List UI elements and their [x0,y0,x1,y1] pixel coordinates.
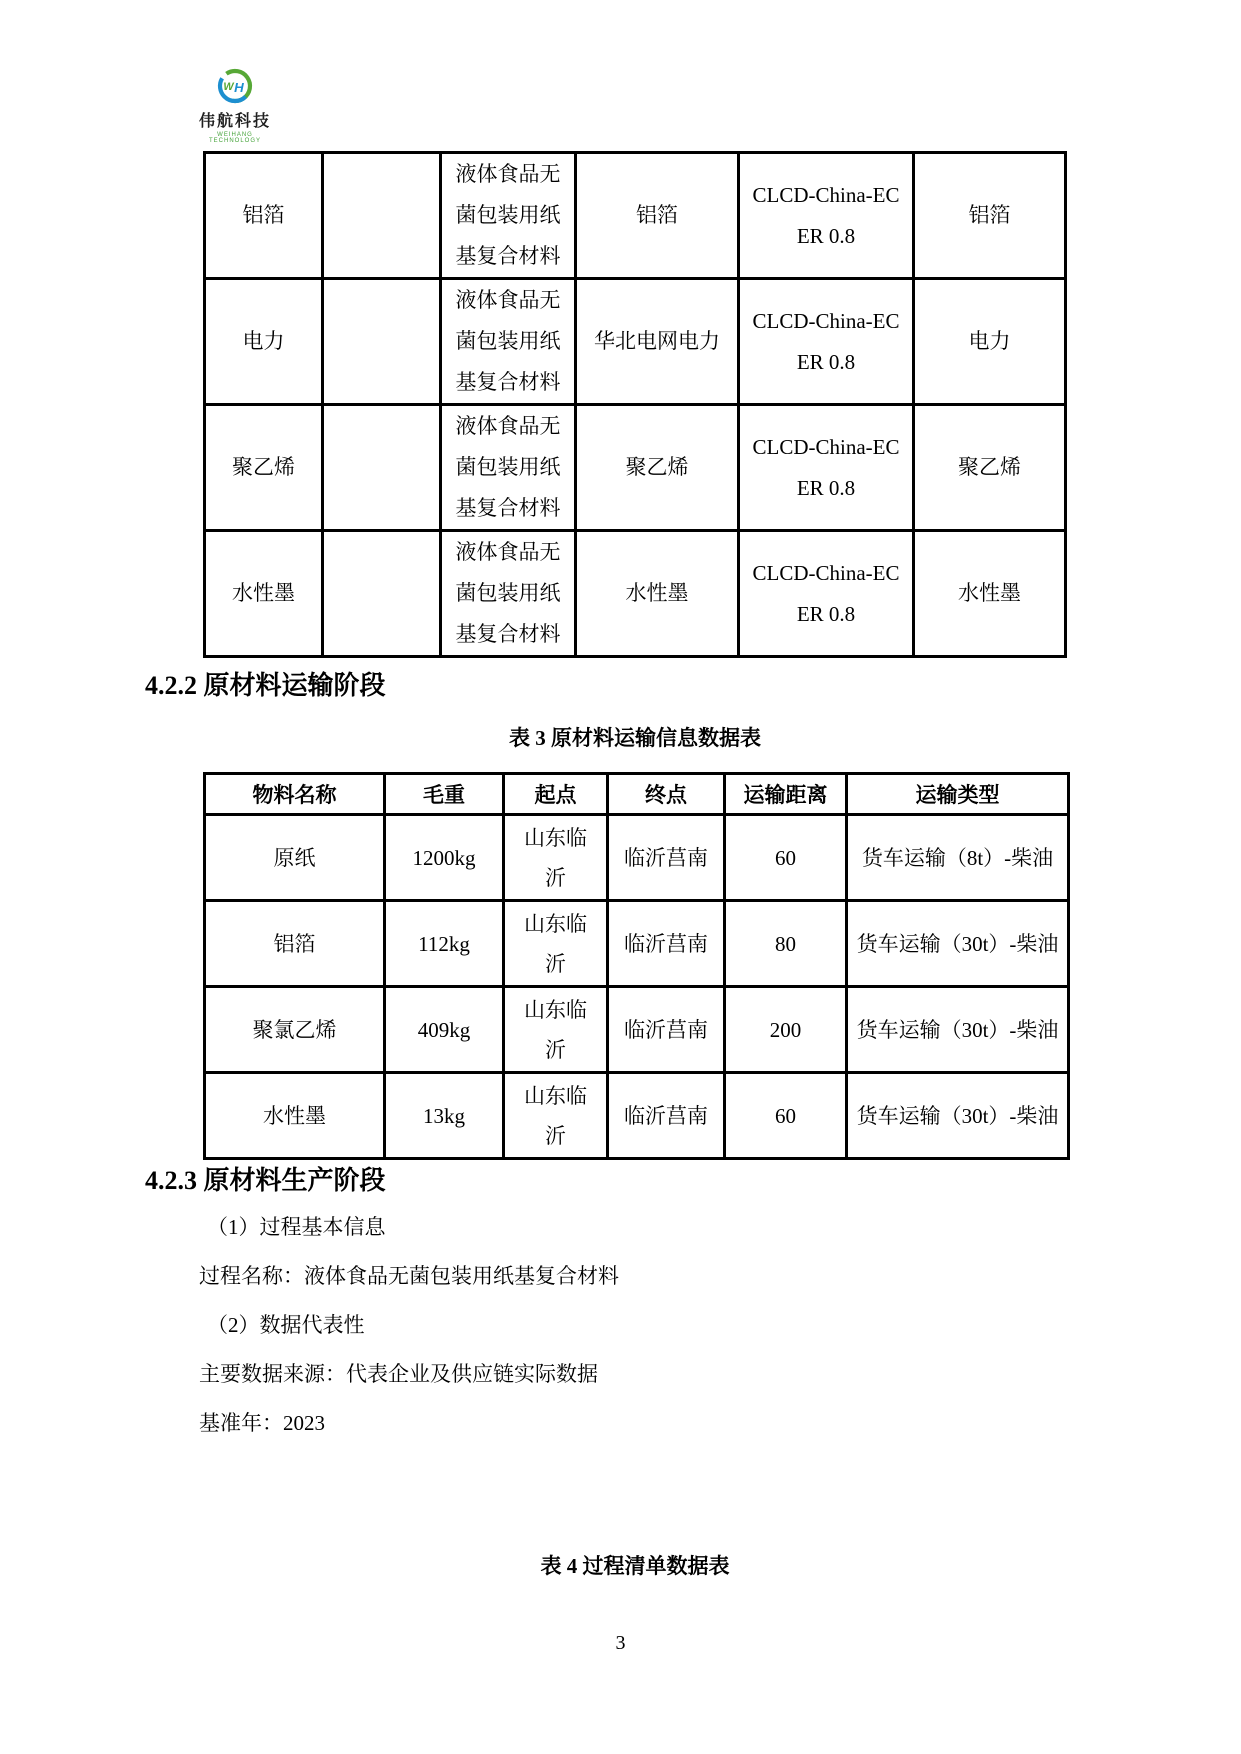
cell-line: 电力 [242,329,285,353]
transport-table-head [205,774,1069,815]
cell-line: ER 0.8 [796,349,856,374]
header-cell [504,774,608,815]
table-cell [504,987,608,1073]
header-row [205,774,1069,815]
cell-line: 沂 [545,865,566,890]
table-cell [725,815,847,901]
table-cell [739,279,914,405]
cell-line: ER 0.8 [796,475,856,500]
table-cell [504,815,608,901]
cell-line: CLCD-China-EC [752,560,900,585]
cell-line: 基复合材料 [455,244,561,268]
table-cell [205,815,385,901]
company-logo [196,66,274,144]
cell-line: 电力 [968,329,1011,353]
page-number: 3 [615,1632,626,1654]
cell-line: 毛重 [423,783,465,807]
table-cell [504,1073,608,1159]
table-cell [847,901,1069,987]
table-cell [739,405,914,531]
table-cell [608,815,725,901]
cell-line: 铝箔 [273,931,316,956]
cell-line: 运输距离 [743,783,828,807]
cell-line: 山东临 [524,825,587,850]
cell-line: ER 0.8 [796,601,856,626]
cell-line: 1200kg [412,845,476,870]
cell-line: 60 [775,1103,796,1128]
paragraph-line: 基准年：2023 [199,1411,325,1435]
logo-icon [215,66,255,106]
cell-line: 112kg [418,931,470,956]
cell-line: 80 [775,931,796,956]
cell-line: 货车运输（30t）-柴油 [856,1103,1059,1128]
cell-line: 华北电网电力 [594,329,720,353]
cell-line: 聚氯乙烯 [252,1017,337,1042]
cell-line: CLCD-China-EC [752,308,900,333]
table-cell [205,531,323,657]
paragraph-line: 过程名称：液体食品无菌包装用纸基复合材料 [199,1264,619,1288]
cell-line: 临沂莒南 [624,845,708,870]
cell-line: 水性墨 [263,1103,326,1128]
table-cell [441,531,576,657]
table-cell [441,153,576,279]
cell-line: 沂 [545,1123,566,1148]
cell-line: 山东临 [524,997,587,1022]
cell-line: 货车运输（30t）-柴油 [856,931,1059,956]
table-cell [608,1073,725,1159]
section-heading-4-2-3: 4.2.3 原材料生产阶段 [145,1166,386,1195]
table-cell [385,815,504,901]
header-cell [608,774,725,815]
cell-line: 山东临 [524,1083,587,1108]
svg-text:H: H [234,79,244,95]
cell-line: 沂 [545,1037,566,1062]
cell-line: CLCD-China-EC [752,434,900,459]
table-cell [576,531,739,657]
table-cell [914,405,1066,531]
section-heading-4-2-2: 4.2.2 原材料运输阶段 [145,671,386,700]
table-row [205,987,1069,1073]
cell-line: 货车运输（30t）-柴油 [856,1017,1059,1042]
table-cell [323,153,441,279]
header-cell [385,774,504,815]
cell-line: 终点 [645,783,687,807]
cell-line: 铝箔 [968,203,1011,227]
table-cell [914,531,1066,657]
table-cell [385,1073,504,1159]
table-row [205,405,1066,531]
table-cell [725,901,847,987]
table-row [205,901,1069,987]
cell-line: 13kg [423,1103,465,1128]
table-cell [504,901,608,987]
cell-line: 聚乙烯 [958,455,1021,479]
paragraph-line: （1）过程基本信息 [207,1215,386,1239]
table-row [205,1073,1069,1159]
material-database-table [203,151,1067,658]
cell-line: CLCD-China-EC [752,182,900,207]
table-cell [847,987,1069,1073]
table-cell [441,405,576,531]
table-cell [576,279,739,405]
cell-line: 临沂莒南 [624,1017,708,1042]
cell-line: 临沂莒南 [624,931,708,956]
cell-line: 聚乙烯 [232,455,295,479]
table-cell [739,153,914,279]
cell-line: 货车运输（8t）-柴油 [861,845,1054,870]
header-cell [847,774,1069,815]
logo-caption-text: WEIHANG TECHNOLOGY [208,132,261,144]
table-cell [205,1073,385,1159]
cell-line: 液体食品无 [455,414,561,438]
transport-table-body [205,815,1069,1159]
cell-line: 起点 [534,783,577,807]
cell-line: 运输类型 [915,783,1000,807]
table-cell [205,405,323,531]
header-cell [205,774,385,815]
cell-line: 菌包装用纸 [455,329,561,353]
table-cell [725,1073,847,1159]
table-row [205,153,1066,279]
table-cell [441,279,576,405]
table-cell [323,279,441,405]
cell-line: 液体食品无 [455,162,561,186]
cell-line: 水性墨 [232,581,295,605]
cell-line: 原纸 [273,845,316,870]
cell-line: 60 [775,845,796,870]
cell-line: 沂 [545,951,566,976]
table-row [205,279,1066,405]
section-4-2-3-paragraphs [199,1212,619,1457]
cell-line: 山东临 [524,911,587,936]
cell-line: 200 [769,1017,802,1042]
transport-info-table [203,772,1070,1160]
logo-brand-text: 伟航科技 [198,113,271,130]
cell-line: 基复合材料 [455,370,561,394]
cell-line: 铝箔 [242,203,285,227]
table-cell [914,153,1066,279]
table-cell [576,153,739,279]
table-cell [205,279,323,405]
table-cell [608,987,725,1073]
cell-line: 水性墨 [958,581,1021,605]
material-database-table-body [205,153,1066,657]
cell-line: 铝箔 [636,203,678,227]
cell-line: 基复合材料 [455,496,561,520]
cell-line: 物料名称 [252,783,337,807]
header-cell [725,774,847,815]
table-row [205,531,1066,657]
cell-line: 临沂莒南 [624,1103,708,1128]
cell-line: 液体食品无 [455,540,561,564]
table-cell [847,1073,1069,1159]
cell-line: 水性墨 [625,581,689,605]
table-cell [205,901,385,987]
cell-line: 液体食品无 [455,288,561,312]
table-cell [385,901,504,987]
cell-line: ER 0.8 [796,223,856,248]
table-cell [914,279,1066,405]
cell-line: 菌包装用纸 [455,203,561,227]
paragraph-line: （2）数据代表性 [207,1313,365,1337]
svg-text:W: W [223,81,234,94]
process-table-caption: 表 4 过程清单数据表 [540,1554,730,1578]
table-row [205,815,1069,901]
table-cell [725,987,847,1073]
paragraph-line: 主要数据来源：代表企业及供应链实际数据 [199,1362,598,1386]
cell-line: 菌包装用纸 [455,581,561,605]
cell-line: 菌包装用纸 [455,455,561,479]
table-cell [608,901,725,987]
table-cell [323,531,441,657]
table-cell [739,531,914,657]
table-cell [847,815,1069,901]
table-cell [323,405,441,531]
table-cell [205,153,323,279]
table-cell [385,987,504,1073]
table-cell [576,405,739,531]
cell-line: 409kg [417,1017,471,1042]
cell-line: 基复合材料 [455,622,561,646]
transport-table-caption: 表 3 原材料运输信息数据表 [509,726,761,750]
table-cell [205,987,385,1073]
cell-line: 聚乙烯 [625,455,689,479]
